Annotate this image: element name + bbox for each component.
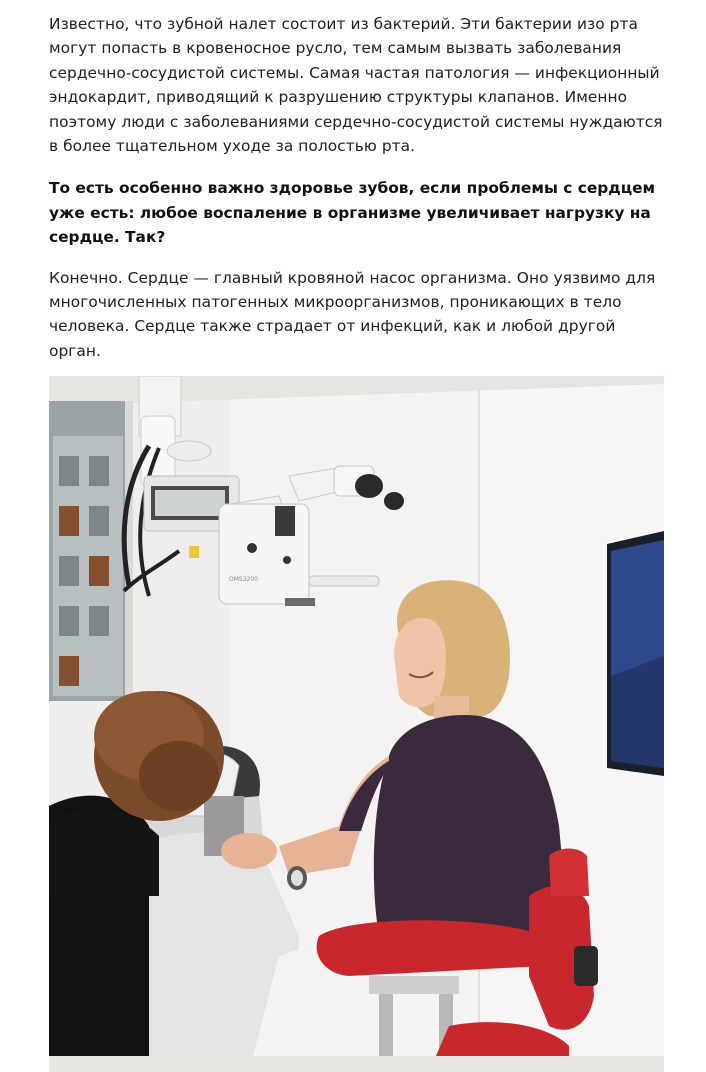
article-photo — [49, 376, 664, 1072]
article-body — [49, 0, 664, 363]
window — [49, 401, 133, 701]
article-paragraph: Известно, что зубной налет состоит из бактерий. Эти бактерии изо рта могут попасть в кровеносное русло, тем самым вызвать заболевания сердечно-сосудистой системы. Самая частая патология — инфекционный эндокардит, приводящий к разрушению структуры клапанов. Именно поэтому люди с заболеваниями сердечно-сосудистой системы нуждаются в более тщательном уходе за полостью рта. — [49, 15, 663, 156]
interview-question: То есть особенно важно здоровье зубов, если проблемы с сердцем уже есть: любое воспаление в организме увеличивает нагрузку на сердце. Так? — [49, 179, 656, 247]
wall-monitor — [607, 531, 664, 776]
microscope-brand-label: OMS3200 — [229, 576, 258, 583]
article-paragraph: Конечно. Сердце — главный кровяной насос организма. Оно уязвимо для многочисленных патогенных микроорганизмов, проникающих в тело человека. Сердце также страдает от инфекций, как и любой другой орган. — [49, 268, 656, 360]
